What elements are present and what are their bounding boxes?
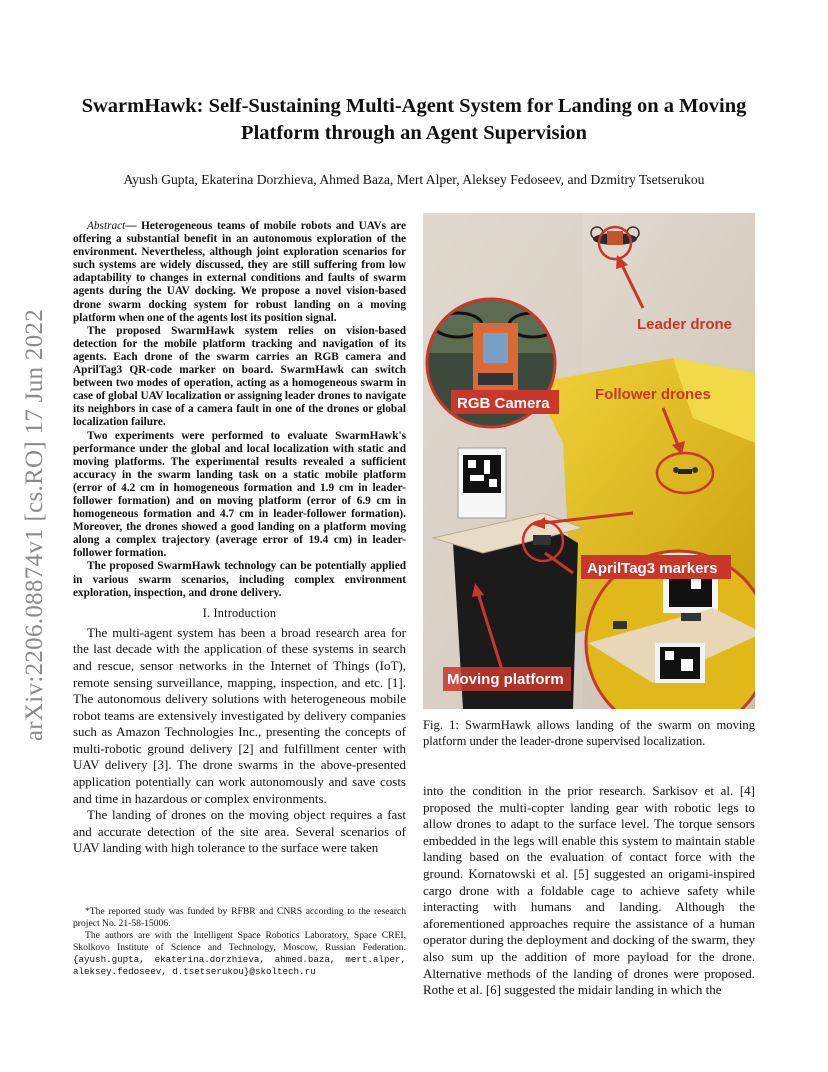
label-apriltag-markers: AprilTag3 markers [587, 560, 718, 577]
label-follower-drones: Follower drones [595, 386, 711, 403]
figure-1-caption: Fig. 1: SwarmHawk allows landing of the swarm on moving platform under the leader-drone supervised localization. [423, 718, 755, 748]
abstract-paragraph-4: The proposed SwarmHawk technology can be potentially applied in various swarm scenarios, including complex environment exploration, inspection, and drone delivery. [73, 560, 406, 599]
abstract-paragraph-1: Abstract— Heterogeneous teams of mobile robots and UAVs are offering a substantial benefit in an autonomous exploration of the environment. Nevertheless, although joint exploration scenarios for such systems are widely discussed, they are still suffering from low adaptability to changes in external conditions and faults of swarm agents during the UAV docking. We propose a novel vision-based drone swarm docking system for robust landing on a moving platform when one of the agents lost its position signal. [73, 220, 407, 324]
abstract-label: Abstract [87, 220, 126, 232]
intro-paragraph-2: The landing of drones on the moving object requires a fast and accurate detection of the site area. Several scenarios of UAV landing with high tolerance to the surface were taken [73, 807, 406, 856]
label-leader-drone: Leader drone [637, 316, 733, 333]
arxiv-identifier-text: arXiv:2206.08874v1 [cs.RO] 17 Jun 2022 [21, 308, 49, 742]
abstract-paragraph-2: The proposed SwarmHawk system relies on vision-based detection for the mobile platform tracking and navigation of its agents. Each drone of the swarm carries an RGB camera and AprilTag3 QR-code marker on board. SwarmHawk can switch between two modes of operation, acting as a homogeneous swarm in case of global UAV localization or assigning leader drones to navigate its neighbors in case of a camera fault in one of the drones or global localization failure. [73, 324, 406, 429]
section-heading-introduction: I. Introduction [202, 605, 277, 620]
footnote-affiliation-text: The authors are with the Intelligent Space Robotics Laboratory, Space CREI, Skolkovo Institute of Science and Technology, Moscow, Russian Federation. [73, 930, 406, 953]
left-column [73, 220, 406, 857]
footnotes [73, 906, 406, 978]
introduction-body [73, 625, 406, 857]
abstract-text-1: Heterogeneous teams of mobile robots and UAVs are offering a substantial benefit in an autonomous exploration of the environment. Nevertheless, although joint exploration scenarios for such systems are widely discussed, they are still suffering from low adaptability to changes in external conditions and faults of swarm agents during the UAV docking. We propose a novel vision-based drone swarm docking system for robust landing on a moving platform when one of the agents lost its position signal. [73, 220, 407, 324]
arxiv-identifier [20, 290, 50, 760]
footnote-affiliation [73, 930, 406, 978]
intro-paragraph-1: The multi-agent system has been a broad research area for the last decade with the application of these systems in search and rescue, sensor networks in the Internet of Things (IoT), remote sensing surveillance, mapping, inspection, and etc. [1]. The autonomous delivery solutions with heterogeneous mobile robot teams are extensively investigated by delivery companies such as Amazon Technologies Inc., presenting the concepts of multi-robotic ground delivery [2] and fulfillment center with UAV delivery [3]. The drone swarms in the above-presented application potentially can work autonomously and save costs and time in hazardous or complex environments. [73, 624, 406, 806]
footnote-funding: *The reported study was funded by RFBR and CNRS according to the research project No. 21-58-15006. [73, 906, 406, 929]
label-moving-platform: Moving platform [447, 671, 564, 688]
footnote-emails: {ayush.gupta, ekaterina.dorzhieva, ahmed.baza, mert.alper, aleksey.fedoseev, d.tsetserukou}@skoltech.ru [73, 954, 406, 977]
right-column [423, 783, 755, 999]
right-column-paragraph: into the condition in the prior research. Sarkisov et al. [4] proposed the multi-copter landing gear with robotic legs to allow drones to adapt to the surface level. The torque sensors embedded in the legs will enable this system to maintain stable landing based on the evaluation of contact force with the ground. Kornatowski et al. [5] suggested an origami-inspired cargo drone with a foldable cage to achieve safety while interacting with humans and landing. Although the aforementioned approaches require the assistance of a human operator during the deployment and docking of the swarm, they also sum up the addition of more payload for the drone. Alternative methods of the landing of drones were proposed. Rothe et al. [6] suggested the midair landing in which the [423, 783, 755, 998]
abstract [73, 220, 406, 600]
label-rgb-camera: RGB Camera [457, 395, 550, 412]
abstract-paragraph-3: Two experiments were performed to evaluate SwarmHawk's performance under the global and local localization with static and moving platforms. The experimental results revealed a sufficient accuracy in the swarm landing task on a static mobile platform (error of 4.2 cm in homogeneous formation and 1.9 cm in leader-follower formation) and on moving platform (error of 6.9 cm in homogeneous formation and 4.7 cm in leader-follower formation). Moreover, the drones showed a good landing on a platform moving along a complex trajectory (average error of 19.4 cm) in leader-follower formation. [73, 429, 406, 560]
author-list: Ayush Gupta, Ekaterina Dorzhieva, Ahmed Baza, Mert Alper, Aleksey Fedoseev, and Dzmitry Tsetserukou [123, 172, 705, 187]
paper-title: SwarmHawk: Self-Sustaining Multi-Agent System for Landing on a Moving Platform through an Agent Supervision [81, 95, 747, 144]
figure-1-photo [423, 213, 755, 709]
figure-1-illustration [423, 213, 755, 709]
